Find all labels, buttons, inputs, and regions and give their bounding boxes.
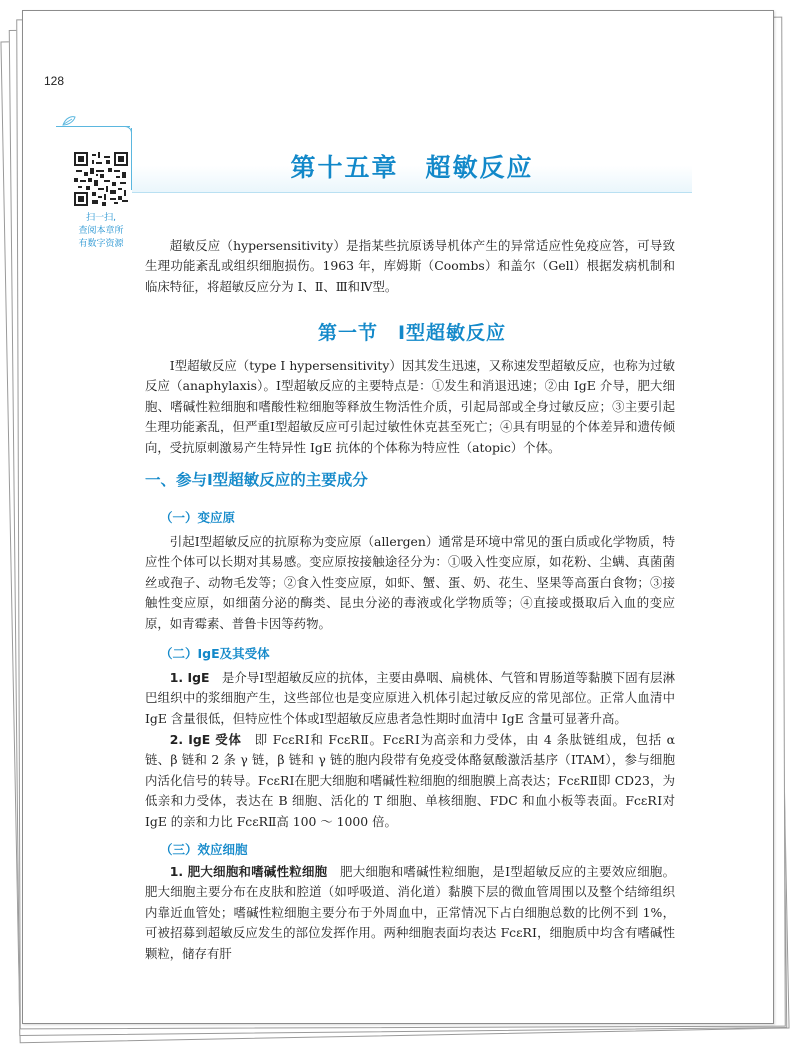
qr-code[interactable] xyxy=(74,152,128,206)
ige-receptor-paragraph xyxy=(145,730,675,832)
subheading-effector-cells: （三）效应细胞 xyxy=(160,842,248,857)
ige-receptor-text: 即 FcεRⅠ和 FcεRⅡ。FcεRⅠ为高亲和力受体，由 4 条肽链组成，包括 α 链、β 链和 2 条 γ 链，β 链和 γ 链的胞内段带有免疫受体酪氨酸激活基序（ITAM），参与细胞内活化信号的转导。FcεRⅠ在肥大细胞和嗜碱性粒细胞的细胞膜上高表达；FcεRⅡ即 CD23，为低亲和力受体，表达在 B 细胞、活化的 T 细胞、单核细胞、FDC 和血小板等表面。FcεRⅠ对 IgE 的亲和力比 FcεRⅡ高 100 ～ 1000 倍。 xyxy=(145,732,675,829)
ige-paragraph xyxy=(145,668,675,729)
margin-decoration-line xyxy=(56,126,130,127)
effector-cells-paragraph xyxy=(145,862,675,964)
ige-text: 是介导Ⅰ型超敏反应的抗体，主要由鼻咽、扁桃体、气管和胃肠道等黏膜下固有层淋巴组织中的浆细胞产生，这些部位也是变应原进入机体引起过敏反应的常见部位。正常人血清中 IgE 含量很低，但特应性个体或Ⅰ型超敏反应患者急性期时血清中 IgE 含量可显著升高。 xyxy=(145,670,675,726)
qr-caption-line: 扫一扫, xyxy=(86,213,116,223)
page-number: 128 xyxy=(44,74,65,88)
heading-components: 一、参与Ⅰ型超敏反应的主要成分 xyxy=(145,471,368,489)
allergen-paragraph: 引起Ⅰ型超敏反应的抗原称为变应原（allergen）通常是环境中常见的蛋白质或化学物质，特应性个体可以长期对其易感。变应原按接触途径分为：①吸入性变应原，如花粉、尘螨、真菌菌丝或孢子、动物毛发等；②食入性变应原，如虾、蟹、蛋、奶、花生、坚果等高蛋白食物；③接触性变应原，如细菌分泌的酶类、昆虫分泌的毒液或化学物质等；④直接或摄取后入血的变应原，如青霉素、普鲁卡因等药物。 xyxy=(145,534,675,631)
subheading-ige: （二）IgE及其受体 xyxy=(160,646,270,661)
intro-paragraph: 超敏反应（hypersensitivity）是指某些抗原诱导机体产生的异常适应性免疫应答，可导致生理功能紊乱或组织细胞损伤。1963 年，库姆斯（Coombs）和盖尔（Gell）根据发病机制和临床特征，将超敏反应分为 Ⅰ、Ⅱ、Ⅲ和Ⅳ型。 xyxy=(145,238,675,294)
qr-caption xyxy=(62,212,140,251)
qr-caption-line: 查阅本章所 xyxy=(78,226,124,236)
chapter-title: 第十五章 超敏反应 xyxy=(290,153,534,182)
effector-cells-lead: 1. 肥大细胞和嗜碱性粒细胞 xyxy=(169,864,328,879)
effector-cells-text: 肥大细胞和嗜碱性粒细胞，是Ⅰ型超敏反应的主要效应细胞。肥大细胞主要分布在皮肤和腔道（如呼吸道、消化道）黏膜下层的微血管周围以及整个结缔组织内靠近血管处；嗜碱性粒细胞主要分布于外周血中，正常情况下占白细胞总数的比例不到 1%，可被招募到超敏反应发生的部位发挥作用。两种细胞表面均表达 FcεRⅠ，细胞质中均含有嗜碱性颗粒，储存有肝 xyxy=(145,864,675,961)
section-paragraph: Ⅰ型超敏反应（type Ⅰ hypersensitivity）因其发生迅速，又称速发型超敏反应，也称为过敏反应（anaphylaxis）。Ⅰ型超敏反应的主要特点是：①发生和消退迅速；②由 IgE 介导，肥大细胞、嗜碱性粒细胞和嗜酸性粒细胞等释放生物活性介质，引起局部或全身过敏反应；③主要引起生理功能紊乱，但严重Ⅰ型超敏反应可引起过敏性休克甚至死亡；④具有明显的个体差异和遗传倾向，受抗原刺激易产生特异性 IgE 抗体的个体称为特应性（atopic）个体。 xyxy=(145,358,675,455)
ige-lead: 1. IgE xyxy=(169,670,210,685)
section-title: 第一节 Ⅰ型超敏反应 xyxy=(317,322,507,344)
ige-receptor-lead: 2. IgE 受体 xyxy=(169,732,242,747)
subheading-allergen: （一）变应原 xyxy=(160,510,236,525)
qr-caption-line: 有数字资源 xyxy=(78,239,124,249)
